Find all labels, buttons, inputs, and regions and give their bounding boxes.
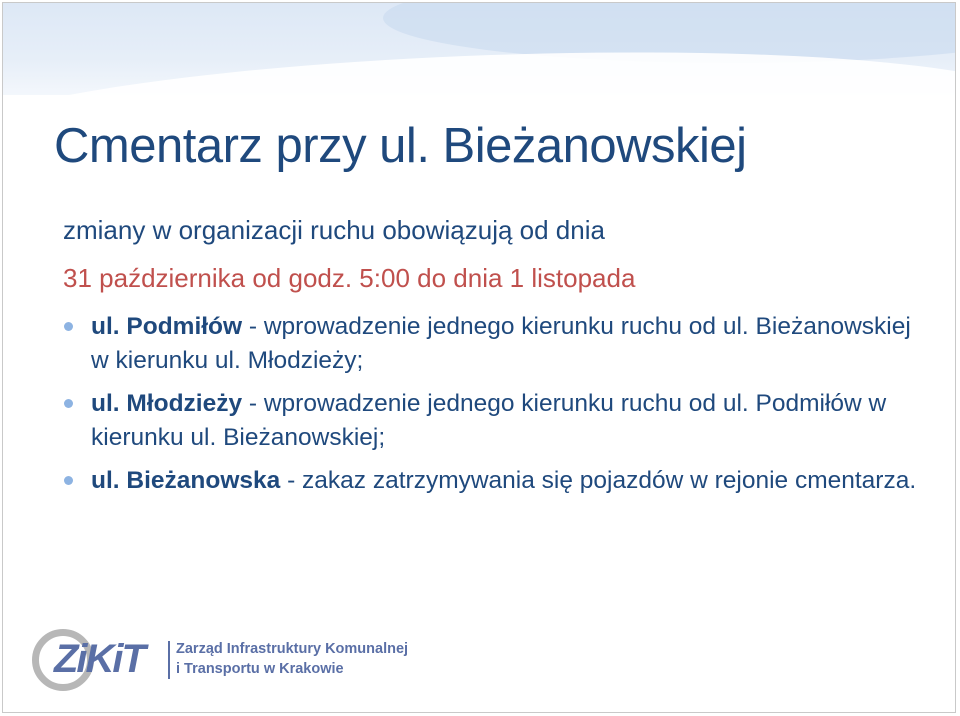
- slide-title: Cmentarz przy ul. Bieżanowskiej: [54, 119, 747, 173]
- bullet-street: ul. Podmiłów: [91, 313, 243, 340]
- bullet-street: ul. Bieżanowska: [91, 467, 281, 494]
- bullet-dot-icon: [64, 476, 73, 485]
- subtitle-line-1: zmiany w organizacji ruchu obowiązują od dnia: [63, 215, 605, 245]
- zikit-logo: [32, 625, 432, 695]
- bullet-text: - wprowadzenie jednego kierunku ruchu od ul. Podmiłów w kierunku ul. Bieżanowskiej;: [91, 390, 887, 451]
- logo-text-line-2: i Transportu w Krakowie: [176, 661, 344, 677]
- bullet-dot-icon: [64, 322, 73, 331]
- bullet-dot-icon: [64, 399, 73, 408]
- subtitle-date-range: 31 października od godz. 5:00 do dnia 1 listopada: [63, 263, 636, 293]
- bullet-street: ul. Młodzieży: [91, 390, 243, 417]
- bullet-text: - wprowadzenie jednego kierunku ruchu od ul. Bieżanowskiej w kierunku ul. Młodzieży;: [91, 313, 911, 374]
- bullet-text: - zakaz zatrzymywania się pojazdów w rejonie cmentarza.: [280, 467, 917, 494]
- logo-text: [176, 639, 408, 679]
- bullet-item-mlodziezy: [62, 387, 922, 455]
- header-band: [3, 3, 955, 95]
- bullet-item-biezanowska: [62, 464, 922, 498]
- bullet-list: [62, 310, 922, 507]
- logo-text-line-1: Zarząd Infrastruktury Komunalnej: [176, 641, 409, 657]
- bullet-item-podmilow: [62, 310, 922, 378]
- logo-mark: ZiKiT: [54, 637, 144, 681]
- logo-divider: [168, 641, 170, 679]
